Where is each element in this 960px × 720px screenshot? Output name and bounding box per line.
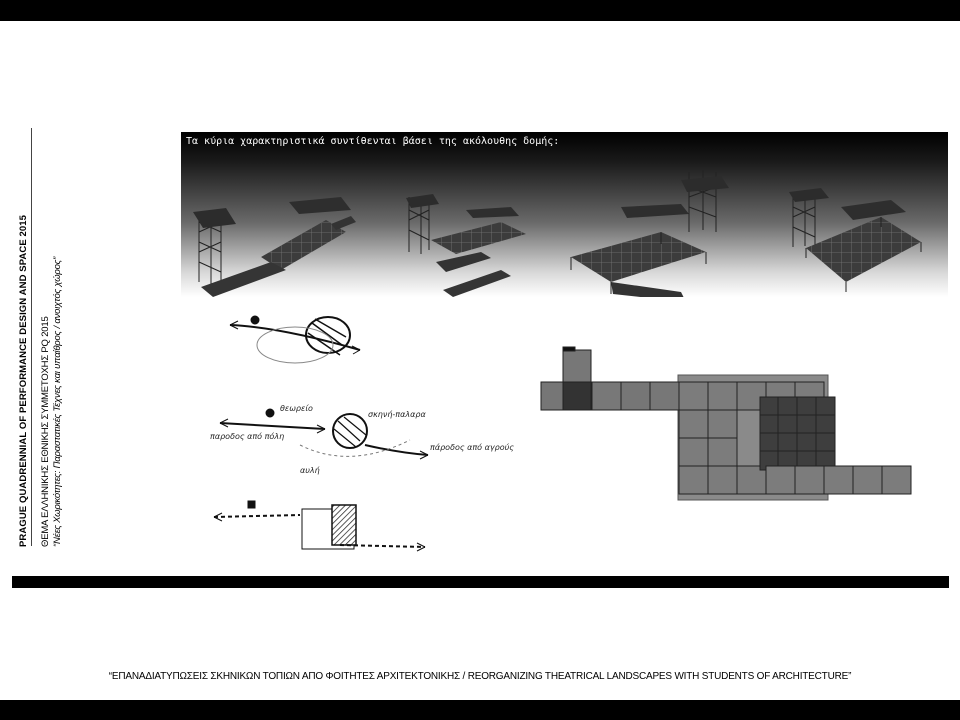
theme-title: ΘΕΜΑ ΕΛΛΗΝΙΚΗΣ ΕΘΝΙΚΗΣ ΣΥΜΜΕΤΟΧΗΣ PQ 2015 <box>40 316 51 547</box>
stage-renders <box>181 152 948 297</box>
sketch-label-field-path: πάροδος από αγρούς <box>430 443 514 452</box>
sketch-label-city-path: παροδος από πόλη <box>210 432 285 441</box>
event-title: PRAGUE QUADRENNIAL OF PERFORMANCE DESIGN AND SPACE 2015 <box>18 214 29 547</box>
title-divider <box>31 128 32 546</box>
sketch-1 <box>230 316 360 363</box>
panel-caption: Τα κύρια χαρακτηριστικά συντίθενται βάσει της ακόλουθης δομής: <box>186 136 560 147</box>
bottom-bar <box>0 700 960 720</box>
sketch-label-courtyard: αυλή <box>300 466 320 475</box>
render-3 <box>571 170 729 297</box>
render-1 <box>193 197 356 297</box>
hand-sketches <box>200 305 520 565</box>
footer-caption: “ΕΠΑΝΑΔΙΑΤΥΠΩΣΕΙΣ ΣΚΗΝΙΚΩΝ ΤΟΠΙΩΝ ΑΠΟ ΦΟΙΤΗΤΕΣ ΑΡΧΙΤΕΚΤΟΝΙΚΗΣ / REORGANIZING THEATRICAL LANDSCAPES WITH STUDENTS OF ARCHITECTURE” <box>108 671 852 682</box>
sketch-label-theatron: θεωρείο <box>280 404 313 413</box>
sketch-3 <box>214 501 425 551</box>
renders-panel <box>181 132 948 297</box>
divider-bar <box>12 576 949 588</box>
render-4 <box>789 188 921 292</box>
render-2 <box>406 194 526 297</box>
theme-subtitle: “Νέες Χωρικότητες: Παραστατικές Τέχνες και υπαίθρος / ανοιχτός χώρος” <box>52 256 63 547</box>
top-bar <box>0 0 960 21</box>
plan-diagram <box>530 345 915 510</box>
sketch-label-stage: σκηνή-παλαρα <box>368 410 426 419</box>
